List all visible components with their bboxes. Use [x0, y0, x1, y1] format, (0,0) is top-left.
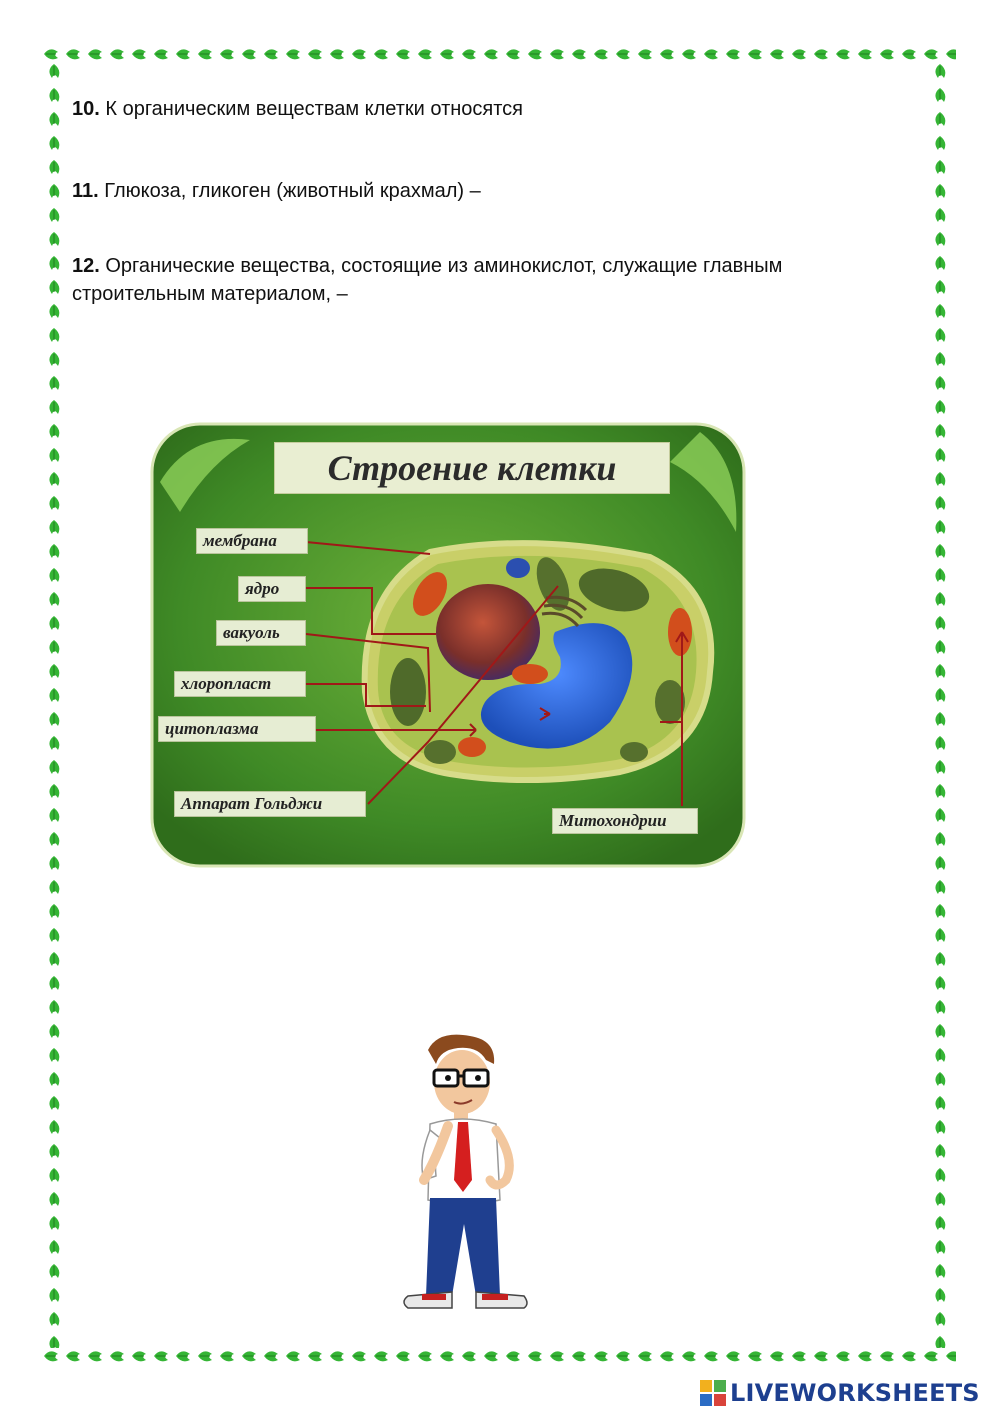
question-number: 11. [72, 180, 99, 202]
label-cytoplasm: цитоплазма [158, 716, 316, 742]
diagram-title: Строение клетки [274, 442, 670, 494]
question-text: Органические вещества, состоящие из аминокислот, служащие главным строительным материалом, – [72, 255, 783, 305]
liveworksheets-logo-icon [700, 1380, 726, 1406]
question-12 [72, 252, 892, 308]
question-11 [72, 177, 912, 205]
label-membrane: мембрана [196, 528, 308, 554]
label-nucleus: ядро [238, 576, 306, 602]
question-10 [72, 95, 912, 123]
question-number: 10. [72, 98, 100, 120]
label-vacuole: вакуоль [216, 620, 306, 646]
label-chloroplast: хлоропласт [174, 671, 306, 697]
label-mitochondria: Митохондрии [552, 808, 698, 834]
brand-name: LIVEWORKSHEETS [730, 1379, 980, 1407]
thinking-student-illustration [378, 1030, 548, 1315]
question-number: 12. [72, 255, 100, 277]
label-golgi: Аппарат Гольджи [174, 791, 366, 817]
question-text: Глюкоза, гликоген (животный крахмал) – [98, 180, 481, 202]
question-text: К органическим веществам клетки относятся [99, 98, 524, 120]
cell-structure-diagram [150, 422, 746, 868]
liveworksheets-logo [700, 1376, 980, 1410]
